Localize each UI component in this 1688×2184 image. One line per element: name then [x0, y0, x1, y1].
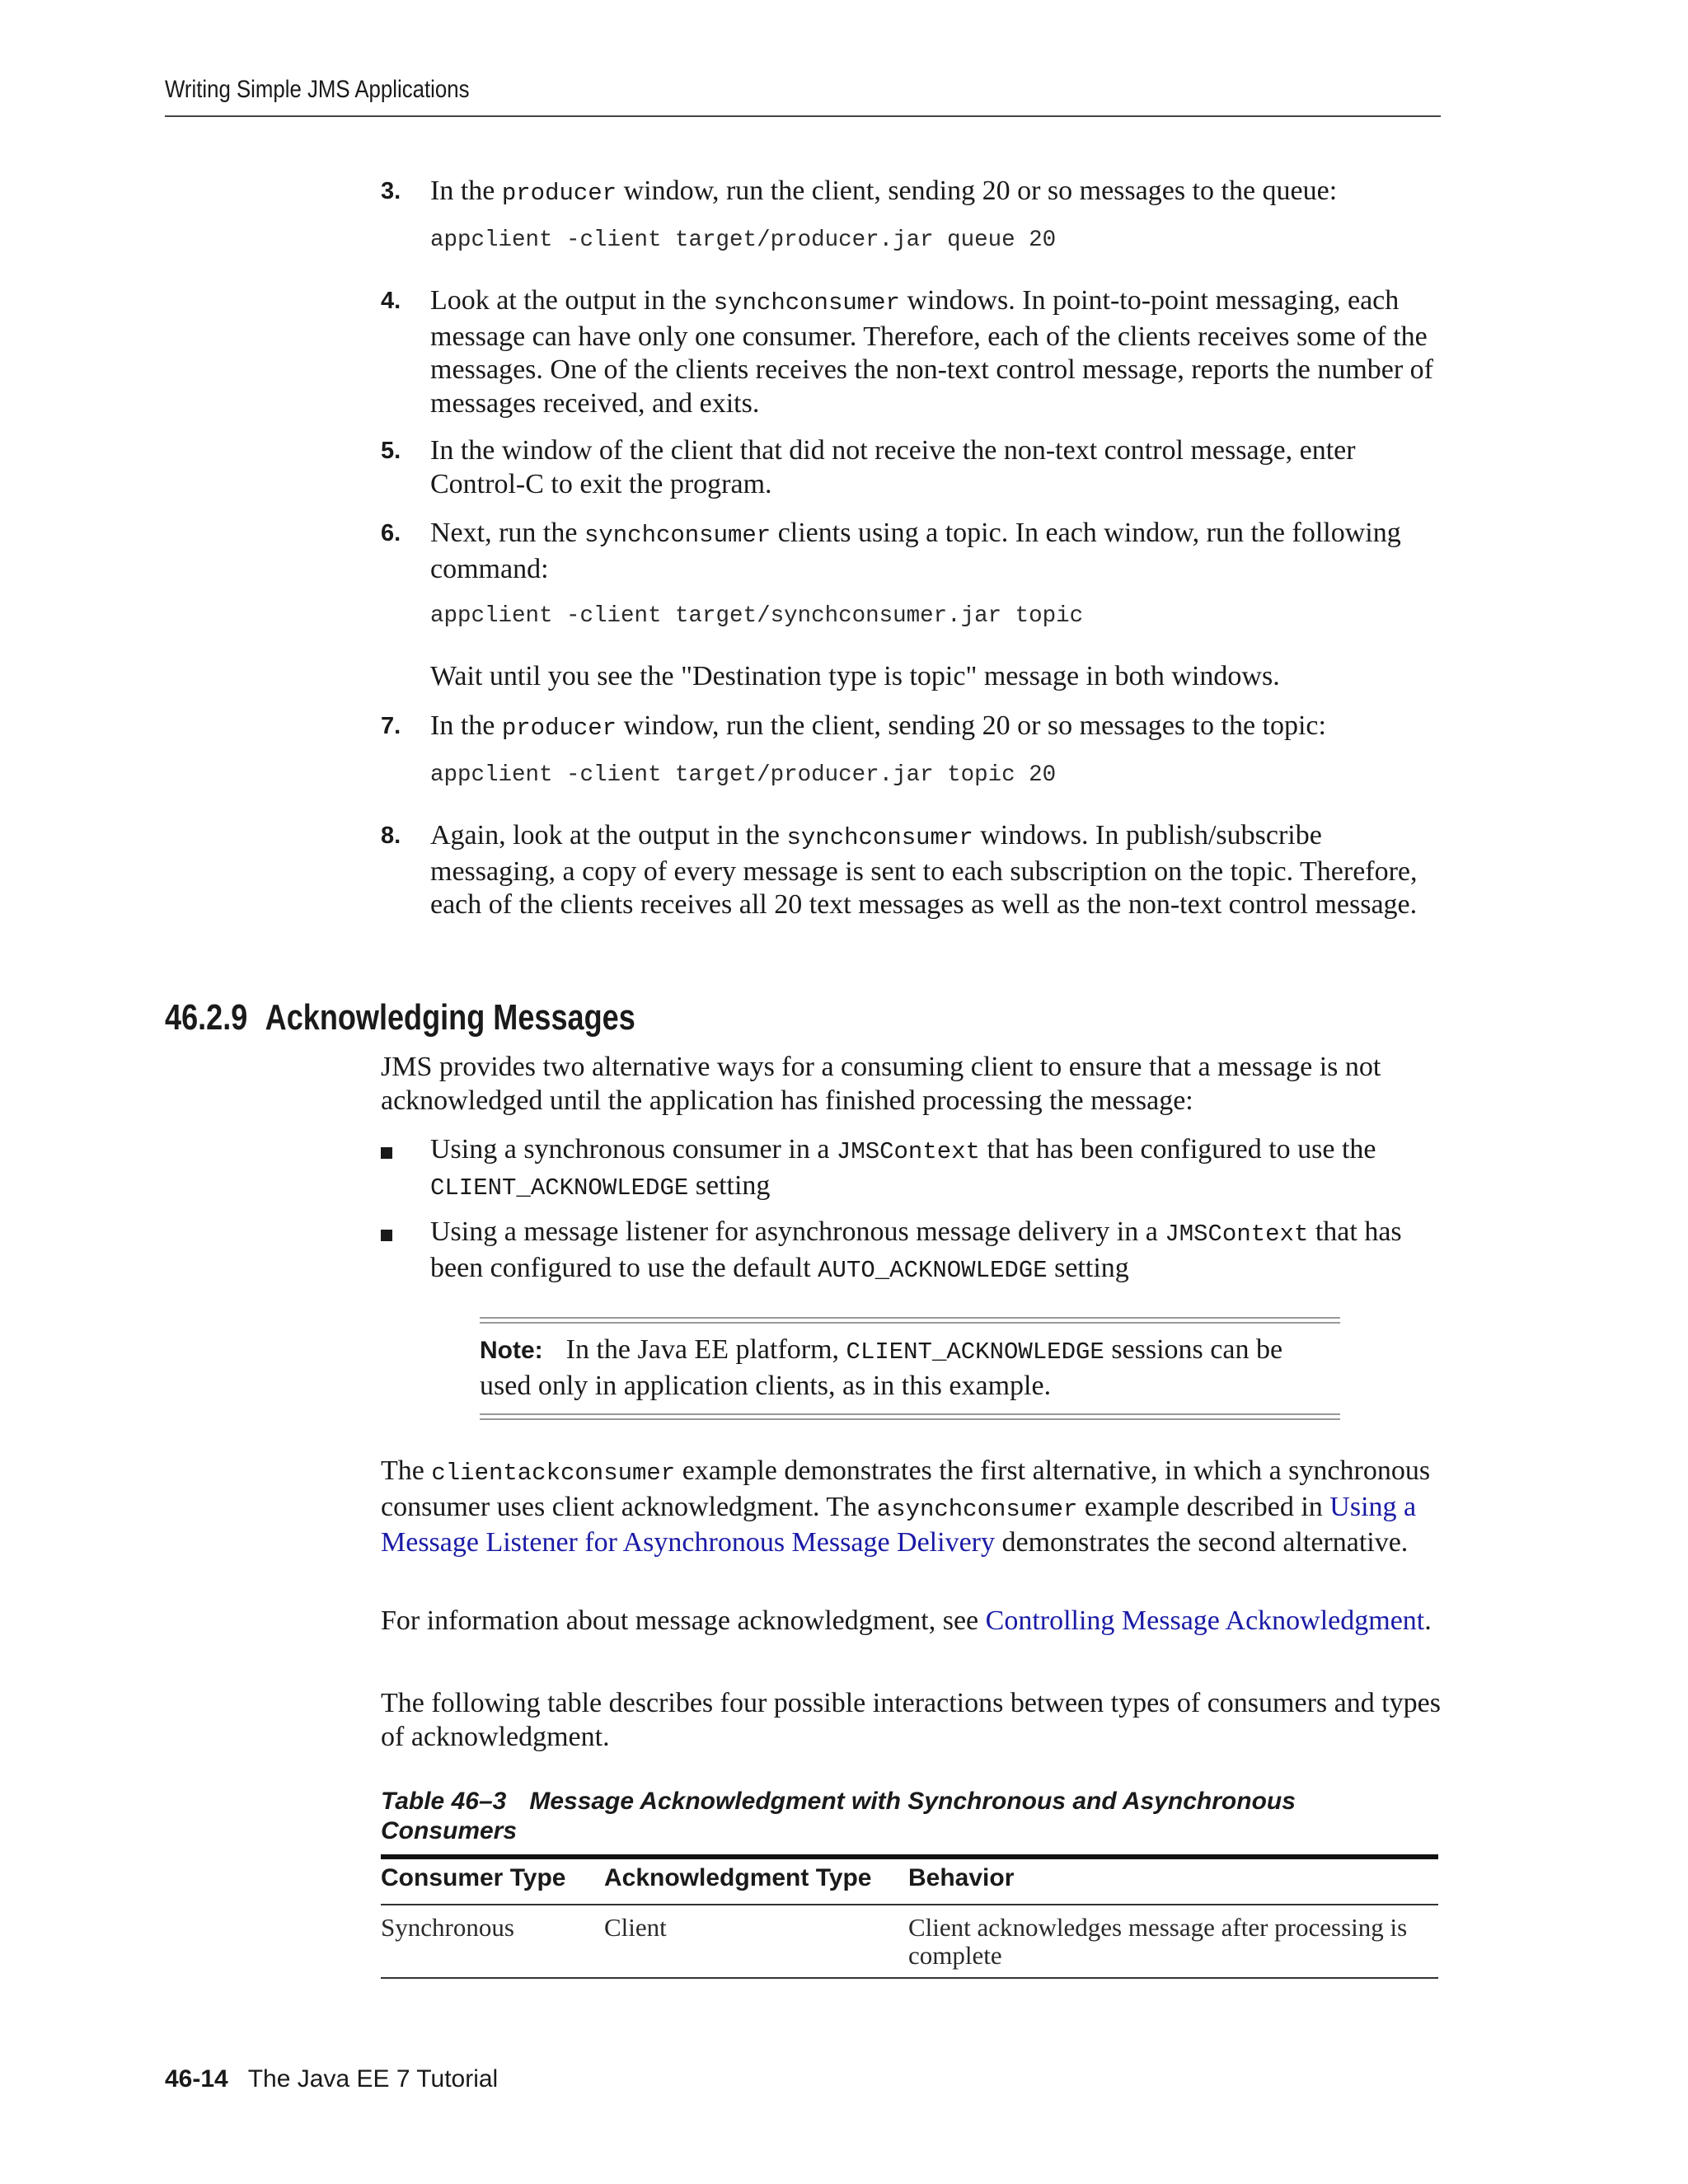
code-line: appclient -client target/producer.jar queue 20	[430, 227, 1057, 253]
step-3	[381, 175, 1444, 209]
table-bottom-rule	[381, 1977, 1438, 1979]
step-text: In the window of the client that did not receive the non-text control message, enter Control-C to exit the program.	[430, 435, 1356, 499]
step-6	[381, 517, 1444, 584]
step-text: Again, look at the output in the synchconsumer windows. In publish/subscribe messaging, a copy of every message is sent to each subscription on the topic. Therefore, each of the clients receives all 20 text messages as well as the non-text control message.	[430, 820, 1418, 920]
page-footer	[165, 2065, 498, 2093]
section-heading	[165, 997, 635, 1038]
paragraph-ack-info: For information about message acknowledgment, see Controlling Message Acknowledgment.	[381, 1605, 1432, 1636]
step-number: 5.	[381, 438, 401, 464]
section-title: Acknowledging Messages	[265, 997, 635, 1038]
paragraph-alternatives: The clientackconsumer example demonstrates the first alternative, in which a synchronous consumer uses client acknowledgment. The asynchconsumer example described in Using a Message Listener for Asynchronous Message Delivery demonstrates the second alternative.	[381, 1455, 1431, 1558]
bullet-item: Using a message listener for asynchronous message delivery in a JMSContext that has been configured to use the default AUTO_ACKNOWLEDGE setting	[430, 1216, 1402, 1284]
table-header-rule	[381, 1904, 1438, 1905]
step-number: 4.	[381, 288, 401, 314]
header-rule	[165, 115, 1441, 117]
section-number: 46.2.9	[165, 997, 248, 1038]
table-header-ack-type: Acknowledgment Type	[604, 1864, 872, 1891]
note-top-rule	[480, 1317, 1340, 1324]
step-4	[381, 284, 1444, 419]
page-number: 46-14	[165, 2065, 228, 2093]
step-text: In the producer window, run the client, sending 20 or so messages to the queue:	[430, 176, 1338, 207]
step-text: Look at the output in the synchconsumer windows. In point-to-point messaging, each message can have only one consumer. Therefore, each of the clients receives some of the messages. One of the clients receives the non-text control message, reports the number of messages received, and exits.	[430, 285, 1433, 419]
table-top-rule	[381, 1854, 1438, 1859]
code-line: appclient -client target/synchconsumer.jar topic	[430, 603, 1084, 629]
table-header-consumer-type: Consumer Type	[381, 1864, 566, 1891]
step-8	[381, 819, 1444, 954]
table-cell: Synchronous	[381, 1913, 514, 1942]
note-label: Note:	[480, 1337, 543, 1364]
code-line: appclient -client target/producer.jar topic 20	[430, 762, 1057, 788]
bullet-item: Using a synchronous consumer in a JMSContext that has been configured to use the CLIENT_ACKNOWLEDGE setting	[430, 1134, 1376, 1202]
step-number: 6.	[381, 520, 401, 546]
note-bottom-rule	[480, 1413, 1340, 1420]
paragraph-table-intro: The following table describes four possible interactions between types of consumers and types of acknowledgment.	[381, 1688, 1441, 1752]
note-box: Note: In the Java EE platform, CLIENT_ACKNOWLEDGE sessions can be used only in application clients, as in this example.	[480, 1334, 1283, 1401]
step-number: 8.	[381, 823, 401, 849]
step-5	[381, 434, 1444, 502]
book-title: The Java EE 7 Tutorial	[247, 2065, 499, 2093]
table-cell: Client	[604, 1913, 667, 1942]
table-cell: Client acknowledges message after processing is complete	[908, 1913, 1408, 1970]
bullet-icon	[381, 1147, 392, 1159]
step-7	[381, 710, 1444, 744]
link-async-listener[interactable]: Using a Message Listener for Asynchronous Message Delivery	[381, 1491, 1417, 1558]
step-text: In the producer window, run the client, sending 20 or so messages to the topic:	[430, 710, 1326, 742]
step-number: 7.	[381, 713, 401, 739]
step-number: 3.	[381, 178, 401, 204]
step-text: Next, run the synchconsumer clients using a topic. In each window, run the following command:	[430, 518, 1401, 584]
step-6-followup: Wait until you see the "Destination type is topic" message in both windows.	[430, 661, 1280, 691]
table-caption: Table 46–3 Message Acknowledgment with Synchronous and Asynchronous Consumers	[381, 1788, 1296, 1844]
link-controlling-ack[interactable]: Controlling Message Acknowledgment	[985, 1605, 1425, 1636]
running-header: Writing Simple JMS Applications	[165, 76, 470, 103]
table-header-behavior: Behavior	[908, 1864, 1015, 1891]
bullet-icon	[381, 1230, 392, 1241]
section-intro: JMS provides two alternative ways for a consuming client to ensure that a message is not acknowledged until the application has finished processing the message:	[381, 1052, 1381, 1116]
